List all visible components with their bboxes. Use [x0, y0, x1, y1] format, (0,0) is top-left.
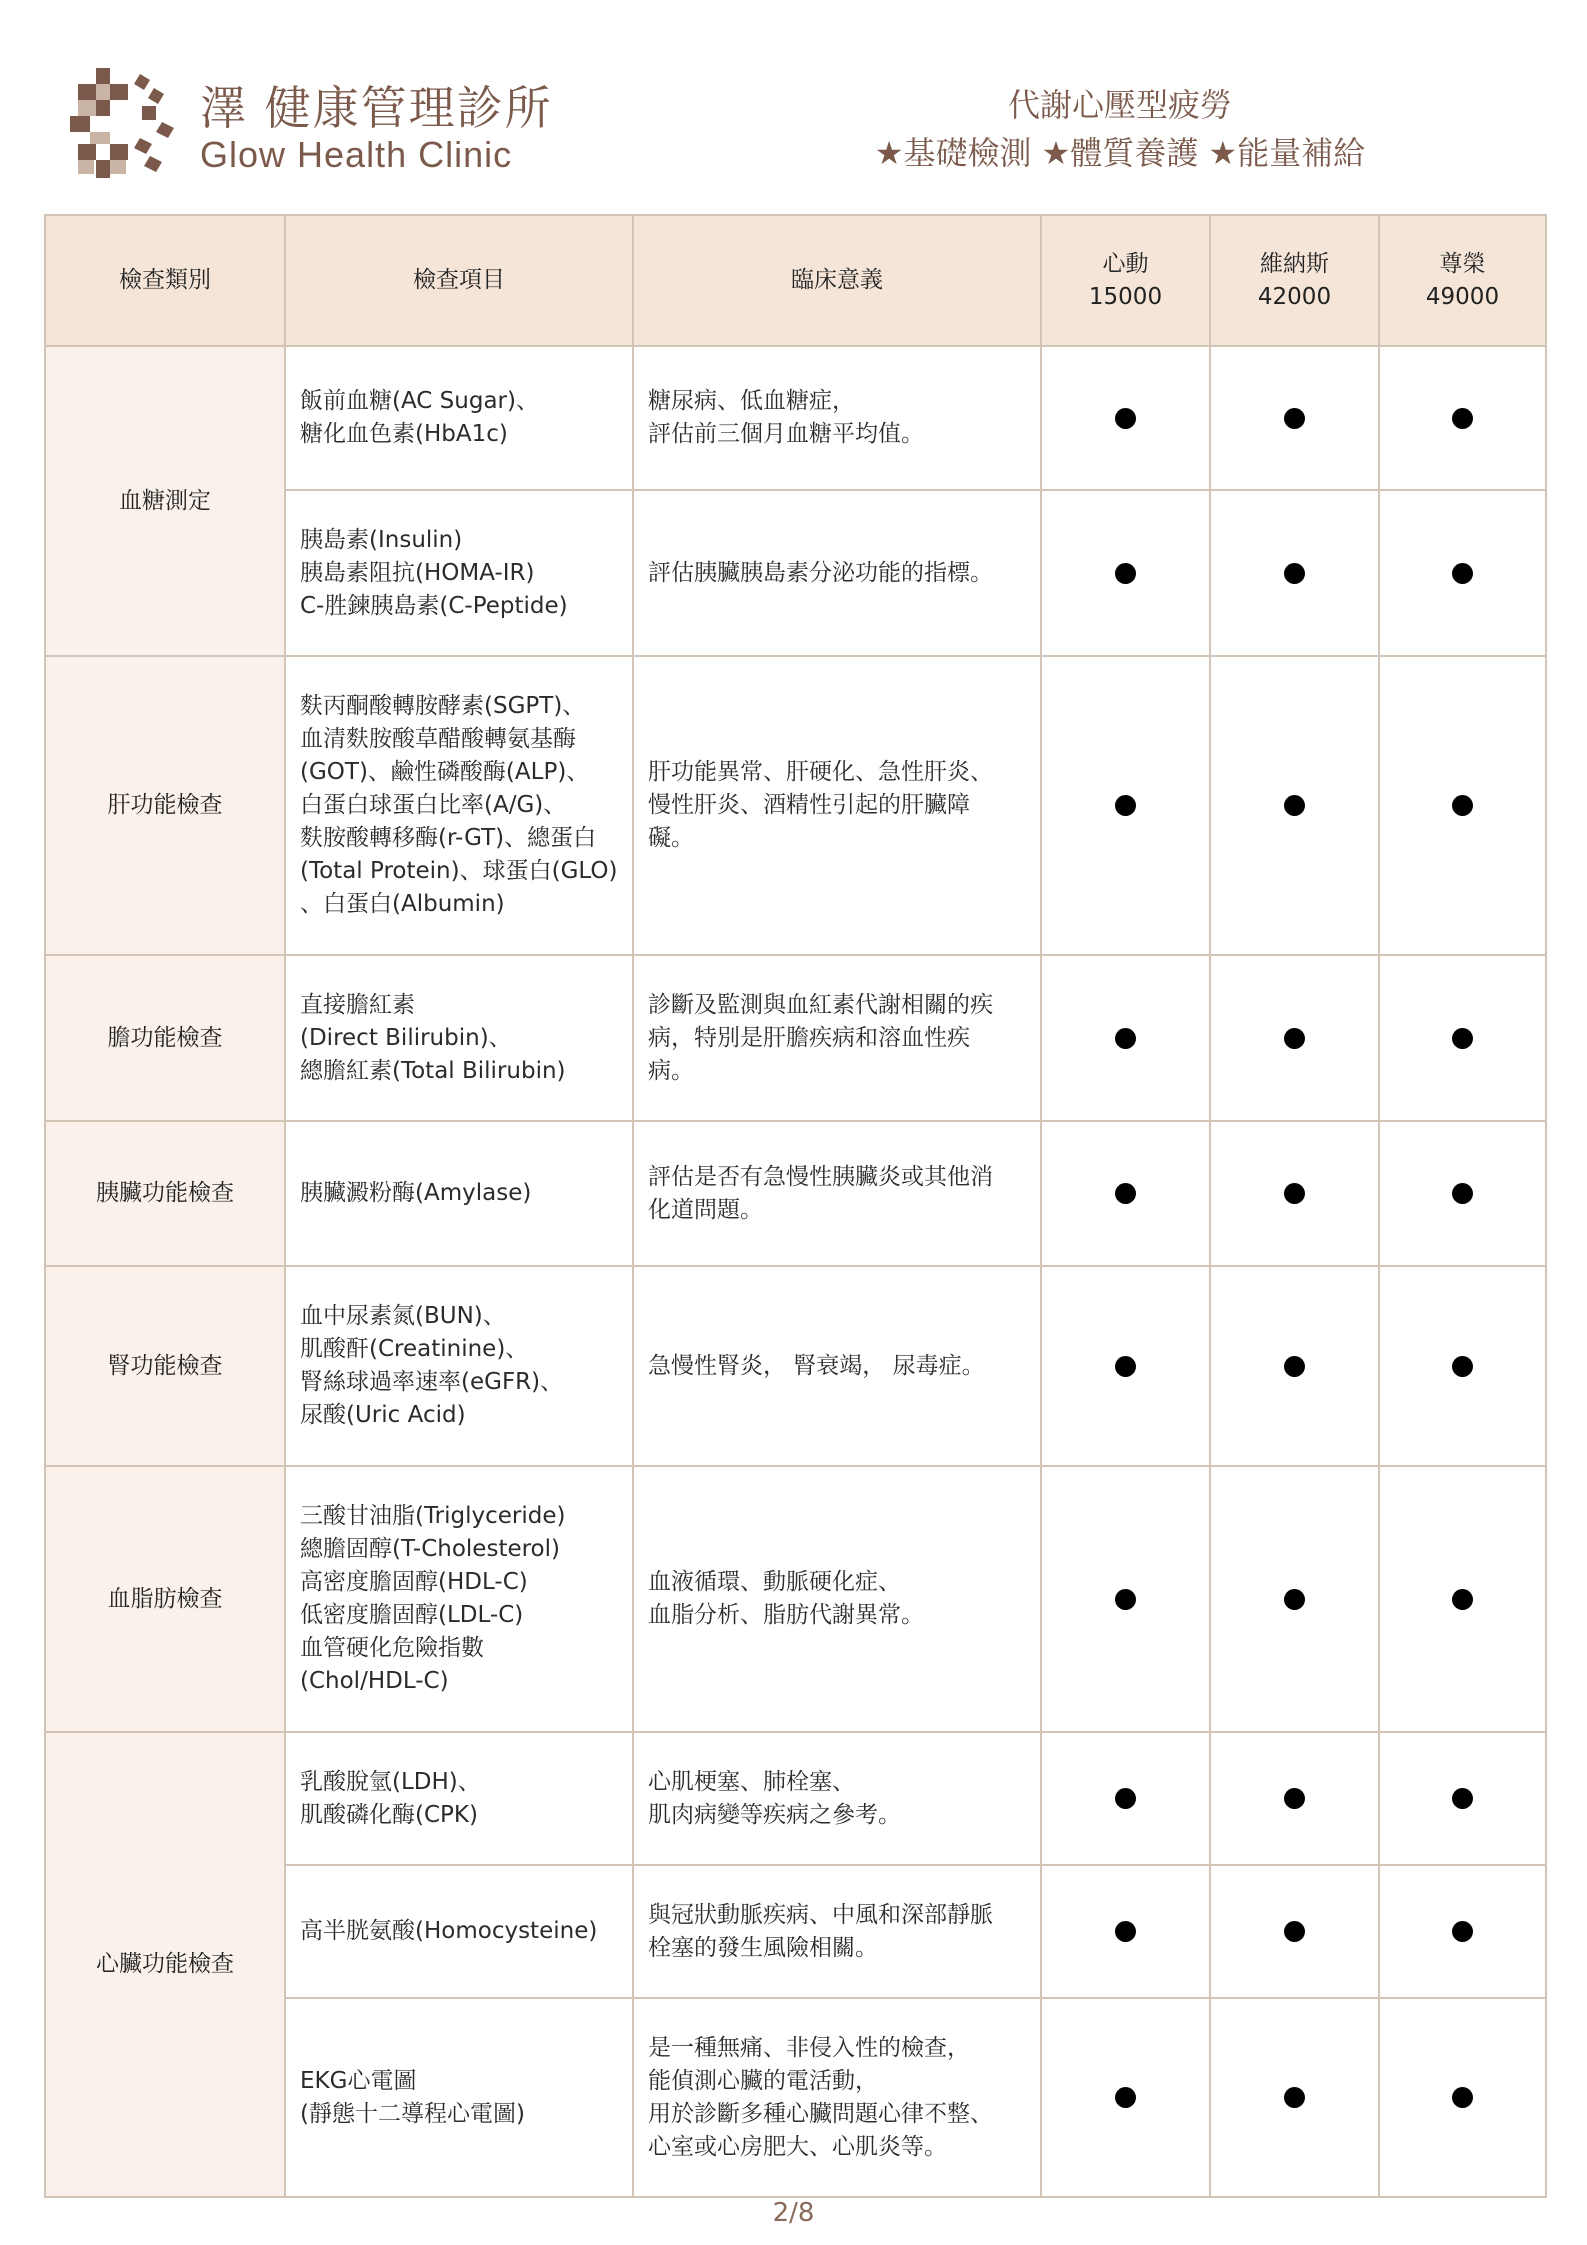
item-cell: 飯前血糖(AC Sugar)、 糖化血色素(HbA1c)	[285, 346, 633, 490]
filled-circle-icon	[1284, 408, 1305, 429]
included-cell	[1041, 490, 1210, 656]
column-header-category: 檢查類別	[45, 215, 285, 346]
filled-circle-icon	[1452, 1788, 1473, 1809]
meaning-cell: 與冠狀動脈疾病、中風和深部靜脈 栓塞的發生風險相關。	[633, 1865, 1041, 1998]
filled-circle-icon	[1452, 563, 1473, 584]
included-cell	[1210, 955, 1379, 1121]
filled-circle-icon	[1115, 795, 1136, 816]
filled-circle-icon	[1115, 563, 1136, 584]
filled-circle-icon	[1452, 1589, 1473, 1610]
included-cell	[1041, 1121, 1210, 1266]
category-cell-kidney: 腎功能檢查	[45, 1266, 285, 1466]
category-cell-heart: 心臟功能檢查	[45, 1732, 285, 2197]
included-cell	[1379, 1732, 1546, 1865]
filled-circle-icon	[1115, 2087, 1136, 2108]
included-cell	[1379, 656, 1546, 955]
column-header-plan-venus	[1210, 215, 1379, 346]
table-row	[45, 1121, 1546, 1266]
category-cell-liver: 肝功能檢查	[45, 656, 285, 955]
brand-name-english: Glow Health Clinic	[200, 134, 513, 175]
item-cell: EKG心電圖 (靜態十二導程心電圖)	[285, 1998, 633, 2197]
table-row	[45, 1466, 1546, 1732]
filled-circle-icon	[1284, 563, 1305, 584]
filled-circle-icon	[1284, 2087, 1305, 2108]
column-header-meaning: 臨床意義	[633, 215, 1041, 346]
filled-circle-icon	[1284, 1356, 1305, 1377]
included-cell	[1379, 346, 1546, 490]
plan-name: 維納斯	[1260, 250, 1329, 277]
table-row	[45, 1732, 1546, 1865]
meaning-cell: 肝功能異常、肝硬化、急性肝炎、 慢性肝炎、酒精性引起的肝臟障 礙。	[633, 656, 1041, 955]
plan-title: 代謝心壓型疲勞	[1007, 86, 1232, 124]
included-cell	[1379, 1466, 1546, 1732]
column-header-plan-honor	[1379, 215, 1546, 346]
included-cell	[1041, 1732, 1210, 1865]
plan-subtitle: ★基礎檢測 ★體質養護 ★能量補給	[874, 134, 1366, 172]
filled-circle-icon	[1452, 795, 1473, 816]
included-cell	[1210, 1732, 1379, 1865]
included-cell	[1210, 346, 1379, 490]
item-cell: 胰臟澱粉酶(Amylase)	[285, 1121, 633, 1266]
included-cell	[1041, 1865, 1210, 1998]
included-cell	[1041, 346, 1210, 490]
category-cell-lipids: 血脂肪檢查	[45, 1466, 285, 1732]
table-row	[45, 955, 1546, 1121]
included-cell	[1379, 1865, 1546, 1998]
included-cell	[1210, 490, 1379, 656]
meaning-cell: 糖尿病、低血糖症， 評估前三個月血糖平均值。	[633, 346, 1041, 490]
included-cell	[1041, 955, 1210, 1121]
included-cell	[1210, 656, 1379, 955]
column-header-item: 檢查項目	[285, 215, 633, 346]
column-header-plan-xindong	[1041, 215, 1210, 346]
filled-circle-icon	[1452, 2087, 1473, 2108]
plan-price: 15000	[1088, 283, 1163, 310]
filled-circle-icon	[1115, 1356, 1136, 1377]
filled-circle-icon	[1115, 1921, 1136, 1942]
filled-circle-icon	[1284, 795, 1305, 816]
item-cell: 高半胱氨酸(Homocysteine)	[285, 1865, 633, 1998]
item-cell: 血中尿素氮(BUN)、 肌酸酐(Creatinine)、 腎絲球過率速率(eGFR)、 尿酸(Uric Acid)	[285, 1266, 633, 1466]
filled-circle-icon	[1284, 1788, 1305, 1809]
plan-price: 42000	[1257, 283, 1332, 310]
item-cell: 麩丙酮酸轉胺酵素(SGPT)、 血清麩胺酸草醋酸轉氨基酶 (GOT)、鹼性磷酸酶(ALP)、 白蛋白球蛋白比率(A/G)、 麩胺酸轉移酶(r-GT)、總蛋白 (Total Protein)、球蛋白(GLO) 、白蛋白(Albumin)	[285, 656, 633, 955]
item-cell: 胰島素(Insulin) 胰島素阻抗(HOMA-IR) C-胜鍊胰島素(C-Peptide)	[285, 490, 633, 656]
clinic-logo-icon	[70, 66, 180, 182]
meaning-cell: 是一種無痛、非侵入性的檢查， 能偵測心臟的電活動， 用於診斷多種心臟問題心律不整、 心室或心房肥大、心肌炎等。	[633, 1998, 1041, 2197]
included-cell	[1379, 1998, 1546, 2197]
filled-circle-icon	[1452, 1921, 1473, 1942]
filled-circle-icon	[1115, 1589, 1136, 1610]
item-cell: 直接膽紅素 (Direct Bilirubin)、 總膽紅素(Total Bilirubin)	[285, 955, 633, 1121]
category-cell-gallbladder: 膽功能檢查	[45, 955, 285, 1121]
item-cell: 三酸甘油脂(Triglyceride) 總膽固醇(T-Cholesterol) 高密度膽固醇(HDL-C) 低密度膽固醇(LDL-C) 血管硬化危險指數 (Chol/HDL-C)	[285, 1466, 633, 1732]
item-cell: 乳酸脫氫(LDH)、 肌酸磷化酶(CPK)	[285, 1732, 633, 1865]
table-row	[45, 656, 1546, 955]
category-cell-pancreas: 胰臟功能檢查	[45, 1121, 285, 1266]
filled-circle-icon	[1115, 408, 1136, 429]
filled-circle-icon	[1284, 1589, 1305, 1610]
filled-circle-icon	[1115, 1183, 1136, 1204]
filled-circle-icon	[1284, 1028, 1305, 1049]
meaning-cell: 急慢性腎炎， 腎衰竭， 尿毒症。	[633, 1266, 1041, 1466]
included-cell	[1379, 1266, 1546, 1466]
included-cell	[1210, 1121, 1379, 1266]
included-cell	[1210, 1266, 1379, 1466]
included-cell	[1379, 955, 1546, 1121]
filled-circle-icon	[1452, 408, 1473, 429]
plan-name: 尊榮	[1439, 250, 1486, 277]
meaning-cell: 血液循環、動脈硬化症、 血脂分析、脂肪代謝異常。	[633, 1466, 1041, 1732]
filled-circle-icon	[1115, 1788, 1136, 1809]
meaning-cell: 評估胰臟胰島素分泌功能的指標。	[633, 490, 1041, 656]
category-cell-blood-sugar: 血糖測定	[45, 346, 285, 656]
plan-name: 心動	[1102, 250, 1149, 277]
filled-circle-icon	[1284, 1921, 1305, 1942]
included-cell	[1379, 490, 1546, 656]
filled-circle-icon	[1452, 1183, 1473, 1204]
filled-circle-icon	[1115, 1028, 1136, 1049]
included-cell	[1041, 656, 1210, 955]
included-cell	[1210, 1466, 1379, 1732]
page-number: 2/8	[772, 2198, 815, 2228]
table-row	[45, 346, 1546, 490]
meaning-cell: 評估是否有急慢性胰臟炎或其他消 化道問題。	[633, 1121, 1041, 1266]
filled-circle-icon	[1452, 1028, 1473, 1049]
filled-circle-icon	[1284, 1183, 1305, 1204]
plan-price: 49000	[1425, 283, 1500, 310]
included-cell	[1041, 1266, 1210, 1466]
meaning-cell: 心肌梗塞、肺栓塞、 肌肉病變等疾病之參考。	[633, 1732, 1041, 1865]
filled-circle-icon	[1452, 1356, 1473, 1377]
meaning-cell: 診斷及監測與血紅素代謝相關的疾 病，特別是肝膽疾病和溶血性疾 病。	[633, 955, 1041, 1121]
included-cell	[1210, 1865, 1379, 1998]
included-cell	[1041, 1998, 1210, 2197]
included-cell	[1041, 1466, 1210, 1732]
brand-name-chinese: 澤 健康管理診所	[200, 81, 553, 135]
included-cell	[1210, 1998, 1379, 2197]
checkup-table	[44, 214, 1547, 2198]
included-cell	[1379, 1121, 1546, 1266]
table-row	[45, 1266, 1546, 1466]
table-header-row	[45, 215, 1546, 346]
